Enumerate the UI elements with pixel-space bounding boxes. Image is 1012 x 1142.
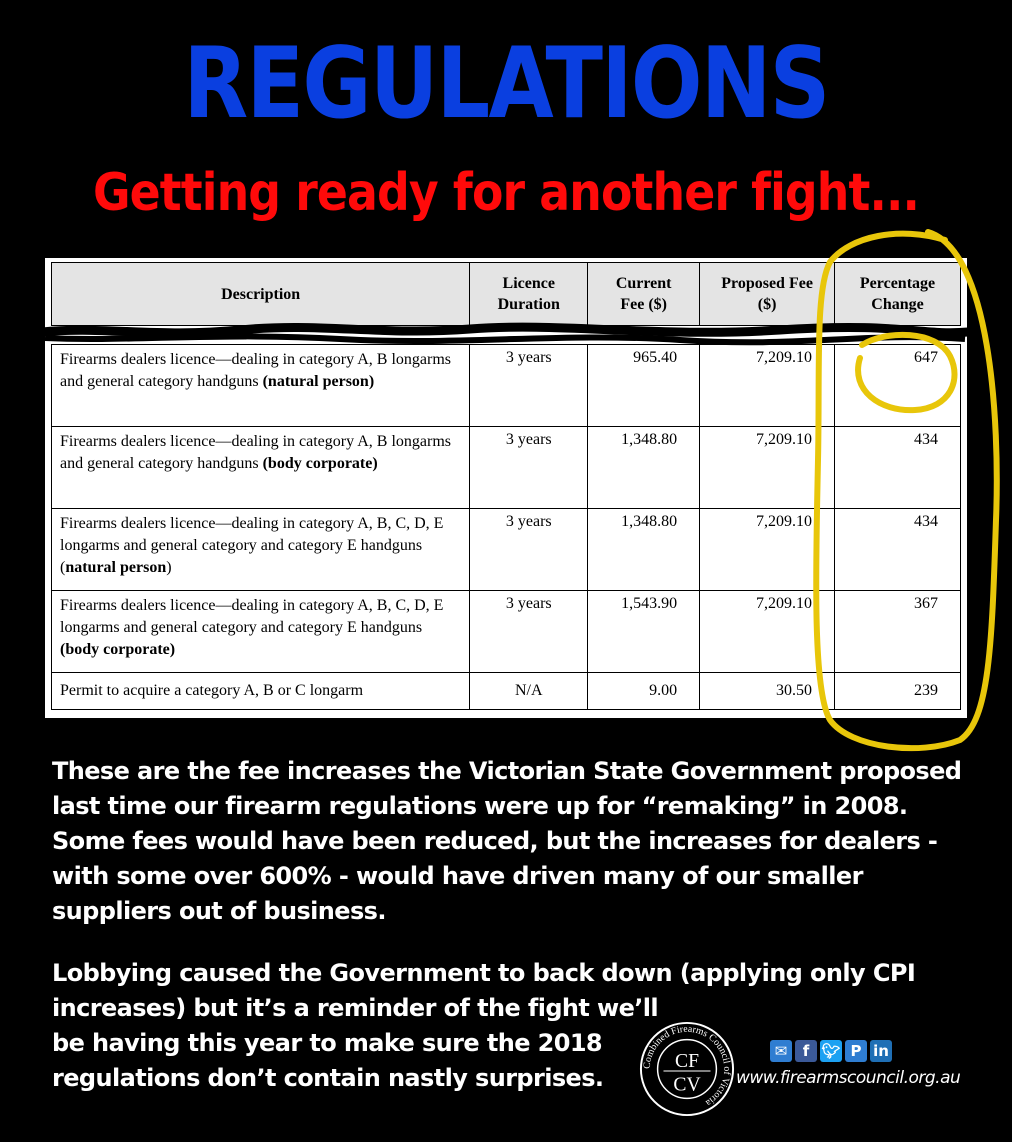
table-row — [52, 673, 961, 710]
row-proposed-fee: 7,209.10 — [700, 591, 835, 673]
body-paragraph-2: Lobbying caused the Government to back down (applying only CPI increases) but it’s a reminder of the fight we’ll be having this year to make sure the 2018 regulations don’t contain nastly surprises. — [52, 959, 916, 1092]
table-row — [52, 509, 961, 591]
row-proposed-fee: 7,209.10 — [700, 345, 835, 427]
row-duration: 3 years — [470, 427, 588, 509]
row-description: Firearms dealers licence—dealing in category A, B longarms and general category handguns (body corporate) — [52, 427, 470, 509]
header-proposed-fee: Proposed Fee ($) — [700, 263, 835, 326]
row-current-fee: 1,348.80 — [588, 509, 700, 591]
svg-text:CF: CF — [675, 1051, 699, 1073]
svg-text:CV: CV — [673, 1074, 701, 1096]
row-description: Firearms dealers licence—dealing in category A, B, C, D, E longarms and general category and category E handguns (natural person) — [52, 509, 470, 591]
row-duration: 3 years — [470, 591, 588, 673]
row-description: Firearms dealers licence—dealing in category A, B longarms and general category handguns (natural person) — [52, 345, 470, 427]
row-proposed-fee: 30.50 — [700, 673, 835, 710]
table-row — [52, 427, 961, 509]
row-percentage-change: 647 — [835, 345, 961, 427]
facebook-icon[interactable]: f — [795, 1040, 817, 1062]
header-duration: Licence Duration — [470, 263, 588, 326]
row-duration: 3 years — [470, 509, 588, 591]
body-paragraph-1: These are the fee increases the Victorian State Government proposed last time our firearm regulations were up for “remaking” in 2008. Some fees would have been reduced, but the increases for dealers - with some over 600% - would have driven many of our smaller suppliers out of business. — [52, 757, 962, 925]
row-proposed-fee: 7,209.10 — [700, 509, 835, 591]
twitter-icon[interactable]: 🐦︎ — [821, 1042, 841, 1060]
fee-table — [51, 262, 961, 710]
row-percentage-change: 434 — [835, 427, 961, 509]
table-row — [52, 591, 961, 673]
table-header-row — [52, 263, 961, 326]
header-percentage-change: Percentage Change — [835, 263, 961, 326]
row-duration: 3 years — [470, 345, 588, 427]
email-icon[interactable]: ✉ — [770, 1040, 792, 1062]
cfcv-seal-logo — [638, 1020, 736, 1118]
table-row — [52, 345, 961, 427]
row-description: Firearms dealers licence—dealing in category A, B, C, D, E longarms and general category and category E handguns (body corporate) — [52, 591, 470, 673]
fee-table-panel — [45, 258, 967, 718]
row-current-fee: 9.00 — [588, 673, 700, 710]
linkedin-icon[interactable]: in — [870, 1040, 892, 1062]
row-current-fee: 965.40 — [588, 345, 700, 427]
website-url[interactable]: www.firearmscouncil.org.au — [736, 1068, 961, 1088]
row-percentage-change: 367 — [835, 591, 961, 673]
pinterest-icon[interactable]: P — [845, 1040, 867, 1062]
page-title: REGULATIONS — [183, 27, 829, 141]
page-subtitle: Getting ready for another fight... — [92, 163, 920, 223]
row-percentage-change: 239 — [835, 673, 961, 710]
row-current-fee: 1,348.80 — [588, 427, 700, 509]
row-description: Permit to acquire a category A, B or C longarm — [52, 673, 470, 710]
row-duration: N/A — [470, 673, 588, 710]
header-description: Description — [52, 263, 470, 326]
row-current-fee: 1,543.90 — [588, 591, 700, 673]
redacted-gap — [52, 326, 961, 345]
row-percentage-change: 434 — [835, 509, 961, 591]
row-proposed-fee: 7,209.10 — [700, 427, 835, 509]
header-current-fee: Current Fee ($) — [588, 263, 700, 326]
svg-text:Combined Firearms Council of V: Combined Firearms Council of Victoria — [641, 1023, 733, 1109]
social-icons — [770, 1040, 892, 1062]
